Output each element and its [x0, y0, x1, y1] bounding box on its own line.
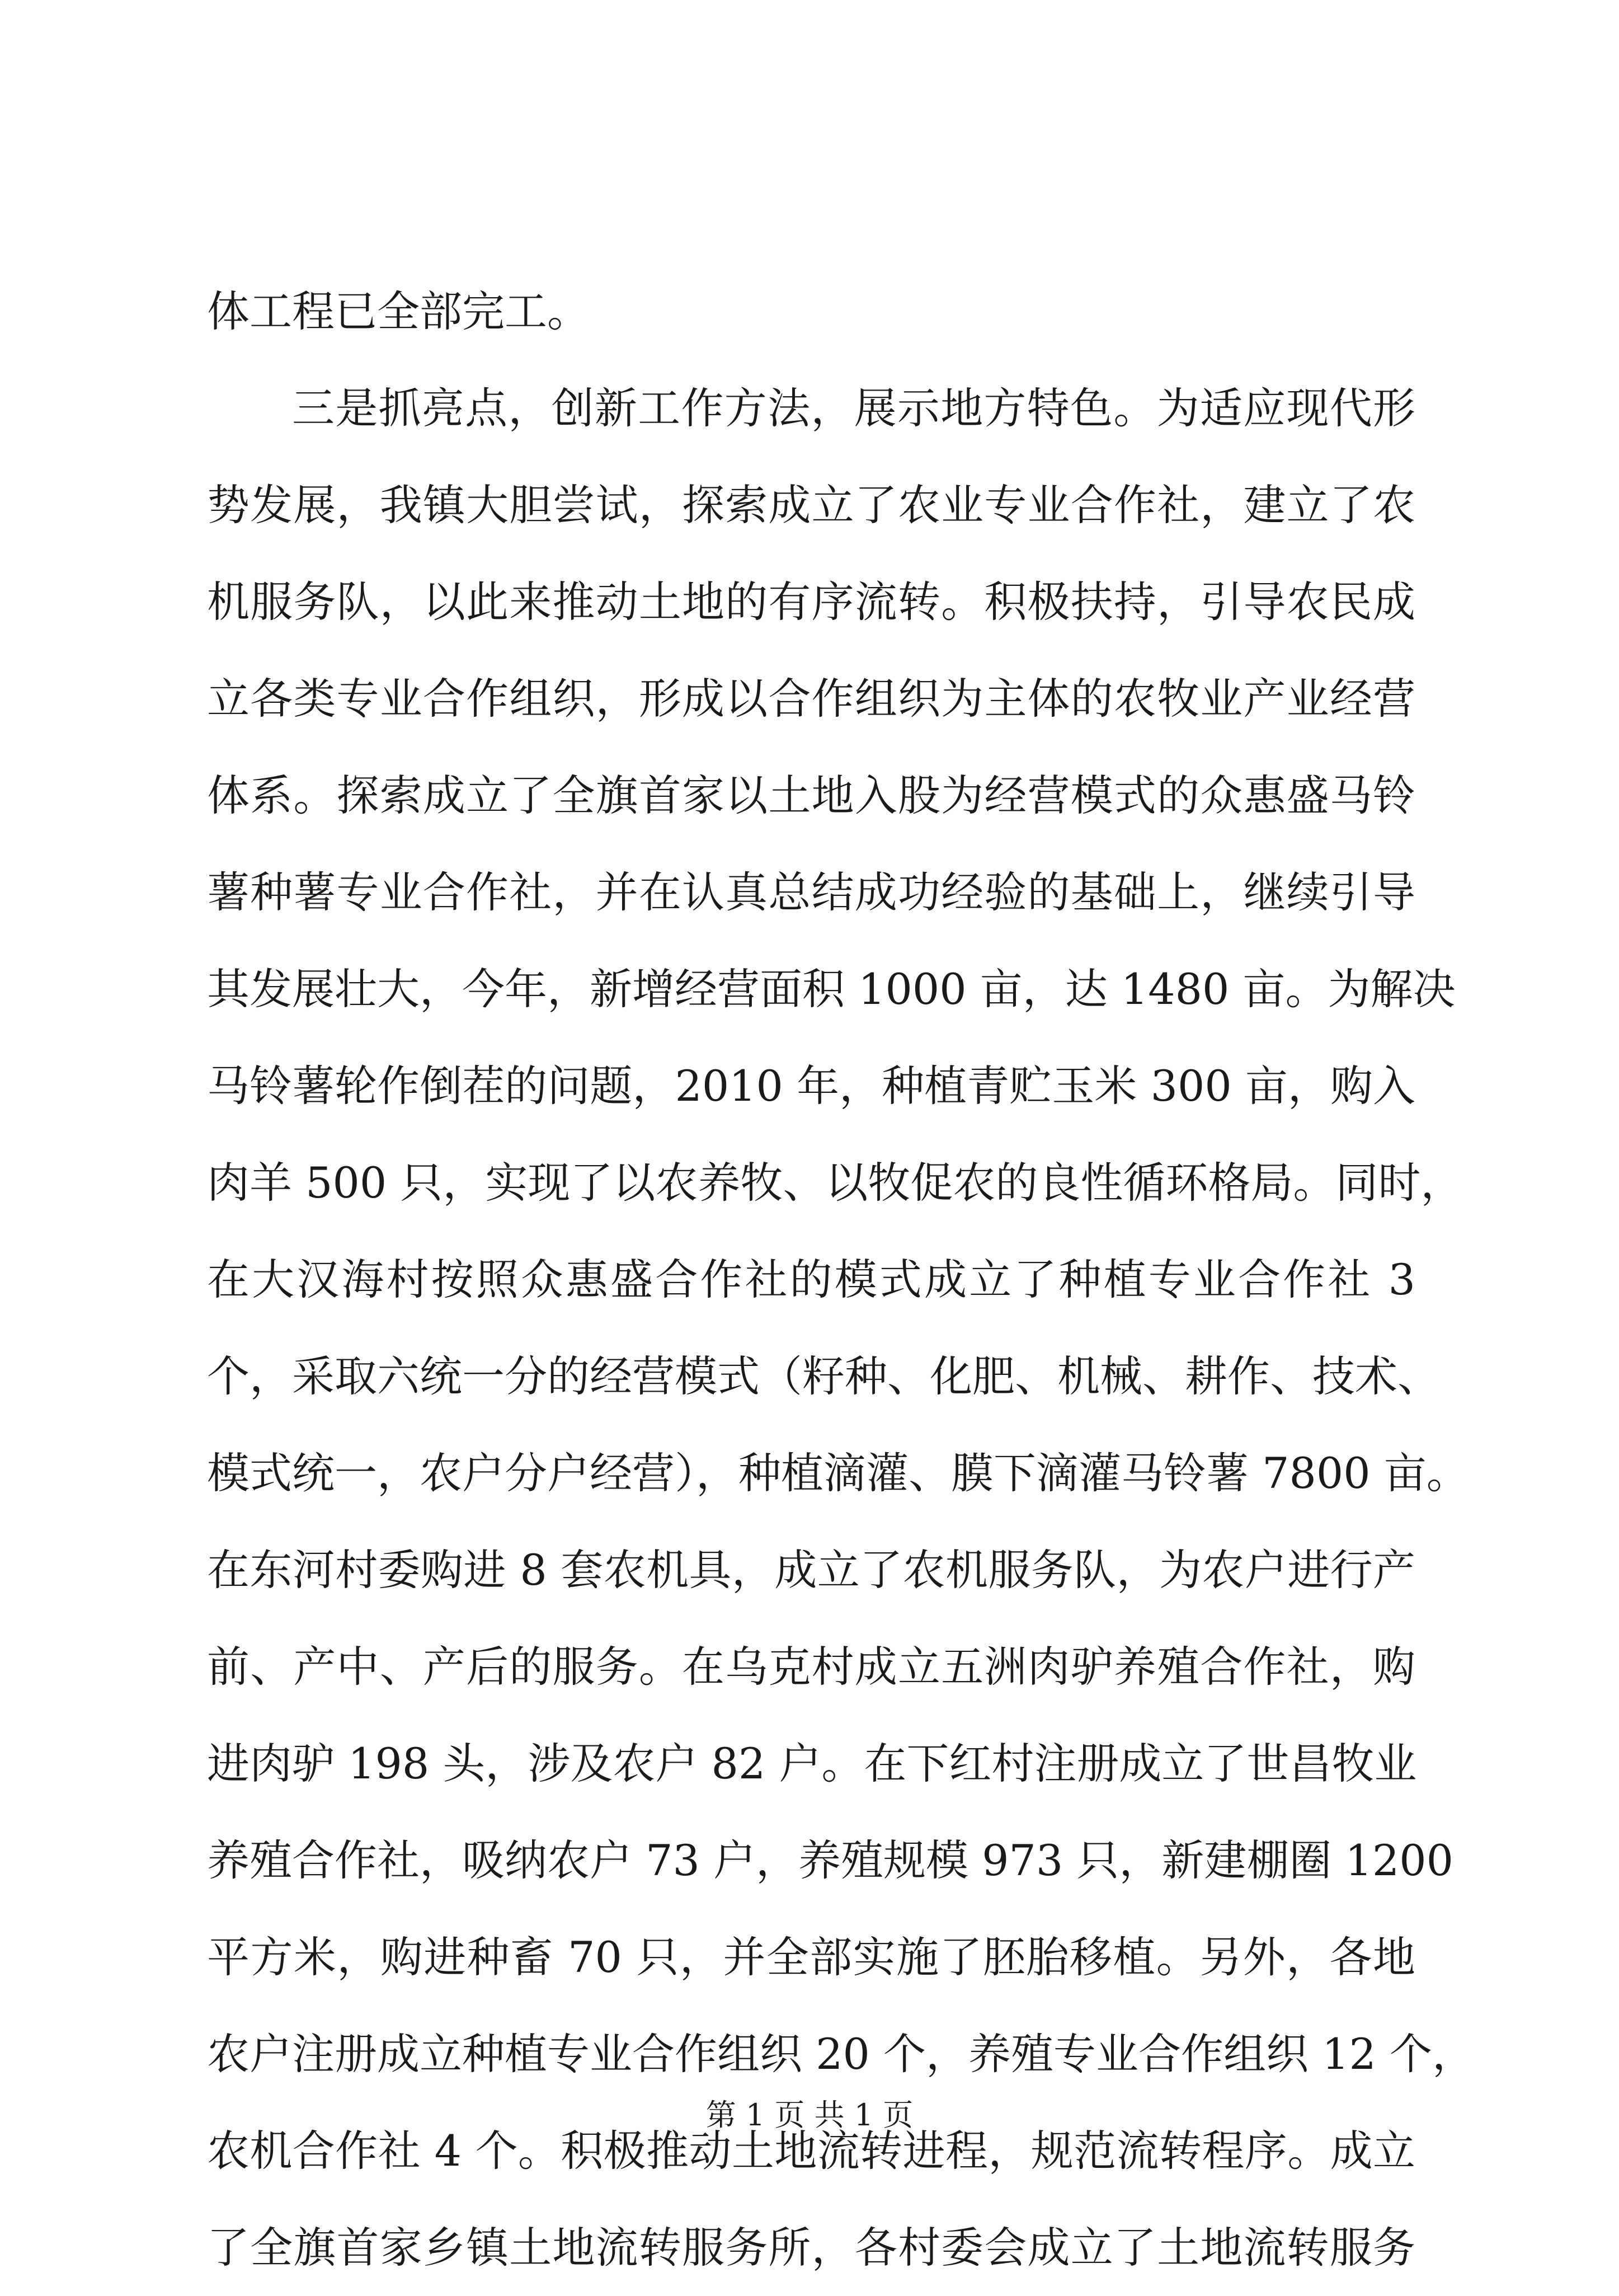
- text-line: 农户注册成立种植专业合作组织 20 个，养殖专业合作组织 12 个，: [207, 2029, 1475, 2079]
- page-footer: [0, 2093, 1619, 2138]
- text-line: 农机合作社 4 个。积极推动土地流转进程，规范流转程序。成立: [207, 2126, 1415, 2176]
- text-line: 在东河村委购进 8 套农机具，成立了农机服务队，为农户进行产: [207, 1545, 1415, 1595]
- text-line: 薯种薯专业合作社，并在认真总结成功经验的基础上，继续引导: [207, 867, 1415, 917]
- page-number-label: 第 1 页 共 1 页: [705, 2097, 914, 2133]
- text-line: 机服务队，以此来推动土地的有序流转。积极扶持，引导农民成: [207, 577, 1415, 627]
- text-line: 在大汉海村按照众惠盛合作社的模式成立了种植专业合作社 3: [207, 1255, 1415, 1304]
- body-text: [207, 263, 1475, 2296]
- text-line: 前、产中、产后的服务。在乌克村成立五洲肉驴养殖合作社，购: [207, 1642, 1415, 1692]
- text-line: 个，采取六统一分的经营模式（籽种、化肥、机械、耕作、技术、: [207, 1351, 1440, 1401]
- text-line: 体系。探索成立了全旗首家以土地入股为经营模式的众惠盛马铃: [207, 771, 1415, 820]
- text-line: 肉羊 500 只，实现了以农养牧、以牧促农的良性循环格局。同时，: [207, 1158, 1463, 1208]
- text-line: 立各类专业合作组织，形成以合作组织为主体的农牧业产业经营: [207, 674, 1415, 724]
- text-line: 了全旗首家乡镇土地流转服务所，各村委会成立了土地流转服务: [207, 2223, 1415, 2272]
- text-line: 平方米，购进种畜 70 只，并全部实施了胚胎移植。另外，各地: [207, 1932, 1415, 1982]
- text-line: 模式统一，农户分户经营），种植滴灌、膜下滴灌马铃薯 7800 亩。: [207, 1448, 1469, 1498]
- text-line: 其发展壮大，今年，新增经营面积 1000 亩，达 1480 亩。为解决: [207, 964, 1456, 1014]
- text-line: 马铃薯轮作倒茬的问题，2010 年，种植青贮玉米 300 亩，购入: [207, 1061, 1415, 1111]
- text-line: 三是抓亮点，创新工作方法，展示地方特色。为适应现代形: [292, 383, 1415, 433]
- text-line: 养殖合作社，吸纳农户 73 户，养殖规模 973 只，新建棚圈 1200: [207, 1835, 1453, 1885]
- text-line: 进肉驴 198 头，涉及农户 82 户。在下红村注册成立了世昌牧业: [207, 1739, 1417, 1788]
- text-line: 势发展，我镇大胆尝试，探索成立了农业专业合作社，建立了农: [207, 480, 1415, 530]
- text-line: 体工程已全部完工。: [207, 287, 590, 336]
